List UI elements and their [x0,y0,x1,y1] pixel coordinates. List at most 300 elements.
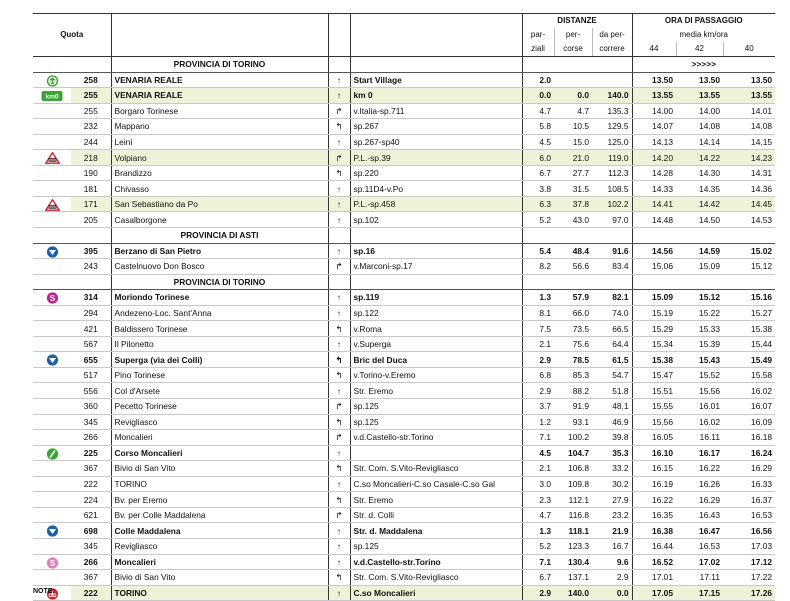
road-name: v.Torino-v.Eremo [350,367,522,383]
time-40: 15.16 [723,290,775,306]
time-40: 14.01 [723,103,775,119]
direction-arrow: ↑ [328,523,350,539]
partial-distance: 2.0 [522,72,554,88]
distance-remaining: 112.3 [592,165,632,181]
place-name: Bivio di San Vito [111,570,328,586]
parziali-header-1: par- [522,28,554,42]
altitude: 621 [71,507,111,523]
altitude: 360 [71,399,111,415]
time-44: 15.29 [632,321,676,337]
partial-distance: 8.2 [522,259,554,275]
time-44: 17.01 [632,570,676,586]
partial-distance: 1.2 [522,414,554,430]
header-row-2 [33,28,775,42]
direction-arrow: ↱ [328,399,350,415]
distance-remaining: 74.0 [592,305,632,321]
altitude: 224 [71,492,111,508]
itinerary-row [33,243,775,259]
altitude: 222 [71,476,111,492]
time-42: 16.22 [676,461,723,477]
distance-covered: 106.8 [554,461,592,477]
direction-arrow: ↑ [328,554,350,570]
direction-arrow: ↱ [328,103,350,119]
distance-remaining: 0.0 [592,585,632,601]
distance-remaining: 30.2 [592,476,632,492]
distance-remaining: 64.4 [592,336,632,352]
time-44: 14.41 [632,196,676,212]
itinerary-table [33,13,775,601]
distance-covered: 78.5 [554,352,592,368]
itinerary-row [33,150,775,166]
partial-distance: 2.9 [522,585,554,601]
sprint-icon [45,557,60,567]
distance-remaining: 9.6 [592,554,632,570]
distance-remaining: 82.1 [592,290,632,306]
province-label: PROVINCIA DI TORINO [111,274,328,290]
itinerary-row [33,507,775,523]
itinerary-row [33,585,775,601]
time-40: 15.38 [723,321,775,337]
direction-arrow: ↰ [328,352,350,368]
quota-header: Quota [60,30,84,39]
time-44: 16.35 [632,507,676,523]
road-name: Str. d. Colli [350,507,522,523]
direction-arrow: ↰ [328,414,350,430]
partial-distance: 8.1 [522,305,554,321]
itinerary-sheet [33,13,775,601]
direction-arrow: ↰ [328,119,350,135]
altitude: 225 [71,445,111,461]
road-name: Bric del Duca [350,352,522,368]
partial-distance: 6.7 [522,165,554,181]
itinerary-row [33,476,775,492]
partial-distance: 4.7 [522,103,554,119]
time-40: 15.49 [723,352,775,368]
place-name: Bv. per Eremo [111,492,328,508]
direction-arrow: ↑ [328,383,350,399]
partial-distance: 5.8 [522,119,554,135]
time-44: 16.22 [632,492,676,508]
place-name: VENARIA REALE [111,88,328,104]
itinerary-row [33,414,775,430]
place-name: Revigliasco [111,414,328,430]
gpm-icon [45,526,60,536]
partial-distance: 4.5 [522,445,554,461]
time-44: 15.47 [632,367,676,383]
time-42: 16.11 [676,430,723,446]
road-name: v.d.Castello-str.Torino [350,554,522,570]
time-44: 14.00 [632,103,676,119]
place-name: Corso Moncalieri [111,445,328,461]
distance-covered: 48.4 [554,243,592,259]
start-icon [45,75,60,85]
time-40: 17.22 [723,570,775,586]
altitude: 171 [71,196,111,212]
itinerary-row [33,119,775,135]
road-name: sp.119 [350,290,522,306]
time-40: 17.03 [723,538,775,554]
distance-covered: 116.8 [554,507,592,523]
partial-distance: 3.8 [522,181,554,197]
distance-remaining: 91.6 [592,243,632,259]
time-44: 17.05 [632,585,676,601]
time-44: 16.05 [632,430,676,446]
itinerary-row [33,212,775,228]
time-44: 15.55 [632,399,676,415]
partial-distance: 0.0 [522,88,554,104]
itinerary-row [33,336,775,352]
time-44: 14.28 [632,165,676,181]
place-name: Superga (via dei Colli) [111,352,328,368]
partial-distance: 7.5 [522,321,554,337]
direction-arrow: ↑ [328,476,350,492]
partial-distance: 2.3 [522,492,554,508]
time-40: 16.07 [723,399,775,415]
time-42: 16.01 [676,399,723,415]
itinerary-row [33,196,775,212]
partial-distance: 1.3 [522,290,554,306]
direction-arrow: ↰ [328,321,350,337]
distance-remaining: 35.3 [592,445,632,461]
altitude: 266 [71,554,111,570]
distance-covered: 27.7 [554,165,592,181]
distance-remaining: 129.5 [592,119,632,135]
place-name: Berzano di San Pietro [111,243,328,259]
direction-arrow: ↑ [328,196,350,212]
distance-covered: 109.8 [554,476,592,492]
place-name: Pino Torinese [111,367,328,383]
itinerary-row [33,305,775,321]
altitude: 567 [71,336,111,352]
itinerary-row [33,445,775,461]
time-42: 13.55 [676,88,723,104]
partial-distance: 4.7 [522,507,554,523]
percorse-header-1: per- [554,28,592,42]
direction-arrow: ↑ [328,243,350,259]
itinerary-row [33,367,775,383]
time-40: 16.09 [723,414,775,430]
direction-arrow: ↰ [328,165,350,181]
media-header: media km/ora [632,28,775,42]
time-44: 16.44 [632,538,676,554]
time-42: 13.50 [676,72,723,88]
time-40: 16.24 [723,445,775,461]
place-name: Colle Maddalena [111,523,328,539]
altitude: 314 [71,290,111,306]
time-44: 14.48 [632,212,676,228]
distance-remaining: 66.5 [592,321,632,337]
distance-covered: 88.2 [554,383,592,399]
time-40: 13.50 [723,72,775,88]
direction-arrows: >>>>> [632,57,775,73]
distance-covered: 73.5 [554,321,592,337]
time-42: 16.02 [676,414,723,430]
direction-arrow: ↱ [328,259,350,275]
time-40: 14.31 [723,165,775,181]
time-44: 15.51 [632,383,676,399]
itinerary-row [33,461,775,477]
direction-arrow: ↑ [328,445,350,461]
road-name: km 0 [350,88,522,104]
distance-remaining: 102.2 [592,196,632,212]
time-42: 17.02 [676,554,723,570]
itinerary-row [33,290,775,306]
time-42: 14.30 [676,165,723,181]
distance-remaining: 140.0 [592,88,632,104]
time-42: 15.33 [676,321,723,337]
partial-distance: 2.1 [522,461,554,477]
time-42: 15.09 [676,259,723,275]
direction-arrow: ↰ [328,461,350,477]
place-name: TORINO [111,476,328,492]
distance-covered: 43.0 [554,212,592,228]
road-name: sp.267 [350,119,522,135]
altitude: 244 [71,134,111,150]
distance-remaining: 39.8 [592,430,632,446]
time-40: 14.08 [723,119,775,135]
place-name: Volpiano [111,150,328,166]
parziali-header-2: ziali [522,42,554,57]
time-40: 14.23 [723,150,775,166]
place-name: Castelnuovo Don Bosco [111,259,328,275]
distance-remaining: 46.9 [592,414,632,430]
province-label: PROVINCIA DI TORINO [111,57,328,73]
place-name: Moriondo Torinese [111,290,328,306]
time-42: 14.22 [676,150,723,166]
distance-remaining: 61.5 [592,352,632,368]
road-name: sp.125 [350,414,522,430]
itinerary-row [33,88,775,104]
altitude: 222 [71,585,111,601]
direction-arrow: ↑ [328,585,350,601]
time-40: 14.15 [723,134,775,150]
altitude: 556 [71,383,111,399]
time-42: 16.29 [676,492,723,508]
itinerary-row [33,181,775,197]
time-44: 16.52 [632,554,676,570]
time-40: 16.53 [723,507,775,523]
distance-covered: 31.5 [554,181,592,197]
road-name: sp.220 [350,165,522,181]
time-44: 15.06 [632,259,676,275]
place-name: Borgaro Torinese [111,103,328,119]
time-44: 16.15 [632,461,676,477]
road-name: P.L.-sp.458 [350,196,522,212]
road-name: sp.122 [350,305,522,321]
altitude: 294 [71,305,111,321]
direction-arrow: ↑ [328,212,350,228]
distance-covered: 91.9 [554,399,592,415]
time-42: 16.53 [676,538,723,554]
place-name: Pecetto Torinese [111,399,328,415]
distance-covered: 130.4 [554,554,592,570]
distance-remaining: 21.9 [592,523,632,539]
time-42: 16.26 [676,476,723,492]
itinerary-row [33,554,775,570]
feed-icon [45,448,60,458]
road-name: sp.16 [350,243,522,259]
place-name: Col d'Arsete [111,383,328,399]
time-42: 16.17 [676,445,723,461]
time-42: 15.12 [676,290,723,306]
road-name: Str. Eremo [350,383,522,399]
time-44: 16.10 [632,445,676,461]
time-40: 14.53 [723,212,775,228]
itinerary-row [33,352,775,368]
distance-remaining: 51.8 [592,383,632,399]
distance-remaining: 16.7 [592,538,632,554]
itinerary-rows [33,72,775,601]
distanze-header: DISTANZE [522,14,632,29]
time-42: 14.35 [676,181,723,197]
time-40: 14.45 [723,196,775,212]
header-row-3 [33,42,775,57]
distance-remaining: 97.0 [592,212,632,228]
dapercorrere-header-1: da per- [592,28,632,42]
direction-arrow: ↱ [328,430,350,446]
time-40: 15.02 [723,243,775,259]
partial-distance: 1.3 [522,523,554,539]
direction-arrow: ↑ [328,305,350,321]
distance-remaining: 119.0 [592,150,632,166]
partial-distance: 2.9 [522,352,554,368]
province-label: PROVINCIA DI ASTI [111,228,328,244]
time-42: 15.22 [676,305,723,321]
time-44: 14.56 [632,243,676,259]
direction-arrow: ↰ [328,570,350,586]
place-name: Moncalieri [111,430,328,446]
itinerary-row [33,538,775,554]
partial-distance: 5.2 [522,212,554,228]
time-42: 14.14 [676,134,723,150]
time-44: 15.56 [632,414,676,430]
direction-arrow: ↑ [328,290,350,306]
altitude: 218 [71,150,111,166]
place-name: Il Pilonetto [111,336,328,352]
distance-covered: 75.6 [554,336,592,352]
road-name: Str. d. Maddalena [350,523,522,539]
distance-covered [554,72,592,88]
time-44: 16.19 [632,476,676,492]
time-42: 14.42 [676,196,723,212]
place-name: San Sebastiano da Po [111,196,328,212]
itinerary-row [33,103,775,119]
partial-distance: 5.4 [522,243,554,259]
partial-distance: 6.3 [522,196,554,212]
time-44: 14.13 [632,134,676,150]
altitude: 655 [71,352,111,368]
distance-remaining: 135.3 [592,103,632,119]
place-name: TORINO [111,585,328,601]
road-name: C.so Moncalieri [350,585,522,601]
altitude: 421 [71,321,111,337]
time-44: 14.20 [632,150,676,166]
road-name: v.d.Castello-str.Torino [350,430,522,446]
time-40: 17.26 [723,585,775,601]
road-name: v.Marconi-sp.17 [350,259,522,275]
speed-42-header: 42 [676,42,723,57]
distance-remaining: 125.0 [592,134,632,150]
place-name: Revigliasco [111,538,328,554]
distance-remaining: 54.7 [592,367,632,383]
time-42: 14.00 [676,103,723,119]
road-name: sp.125 [350,399,522,415]
partial-distance: 2.1 [522,336,554,352]
distance-covered: 93.1 [554,414,592,430]
time-44: 15.09 [632,290,676,306]
time-42: 15.56 [676,383,723,399]
place-name: VENARIA REALE [111,72,328,88]
road-name: v.Italia-sp.711 [350,103,522,119]
direction-arrow: ↱ [328,507,350,523]
province-row [33,274,775,290]
direction-arrow: ↑ [328,72,350,88]
direction-arrow: ↑ [328,538,350,554]
itinerary-row [33,399,775,415]
time-44: 15.34 [632,336,676,352]
altitude: 258 [71,72,111,88]
svg-text:S: S [49,294,55,304]
altitude: 345 [71,414,111,430]
partial-distance: 5.2 [522,538,554,554]
time-44: 13.50 [632,72,676,88]
time-40: 13.55 [723,88,775,104]
altitude: 266 [71,430,111,446]
road-name: v.Superga [350,336,522,352]
svg-text:S: S [49,558,55,568]
partial-distance: 3.7 [522,399,554,415]
distance-remaining: 48.1 [592,399,632,415]
distance-remaining: 2.9 [592,570,632,586]
time-40: 14.36 [723,181,775,197]
itinerary-row [33,570,775,586]
place-name: Baldissero Torinese [111,321,328,337]
itinerary-row [33,492,775,508]
time-40: 15.44 [723,336,775,352]
altitude: 698 [71,523,111,539]
road-name: Start Village [350,72,522,88]
partial-distance: 4.5 [522,134,554,150]
road-name: Str. Com. S.Vito-Revigliasco [350,461,522,477]
province-row-torino [33,57,775,73]
altitude: 255 [71,103,111,119]
itinerary-row [33,134,775,150]
partial-distance: 7.1 [522,430,554,446]
time-40: 15.12 [723,259,775,275]
partial-distance: 6.7 [522,570,554,586]
time-42: 16.43 [676,507,723,523]
distance-covered: 37.8 [554,196,592,212]
distance-covered: 0.0 [554,88,592,104]
rail-crossing-icon [45,199,60,209]
distance-covered: 66.0 [554,305,592,321]
time-40: 16.56 [723,523,775,539]
road-name: Str. Com. S.Vito-Revigliasco [350,570,522,586]
time-42: 15.43 [676,352,723,368]
place-name: Moncalieri [111,554,328,570]
distance-covered: 100.2 [554,430,592,446]
header-row-1 [33,14,775,29]
place-name: Brandizzo [111,165,328,181]
place-name: Casalborgone [111,212,328,228]
altitude: 367 [71,570,111,586]
time-42: 14.59 [676,243,723,259]
road-name: sp.11D4-v.Po [350,181,522,197]
time-42: 14.08 [676,119,723,135]
altitude: 517 [71,367,111,383]
itinerary-row [33,430,775,446]
distance-covered: 85.3 [554,367,592,383]
